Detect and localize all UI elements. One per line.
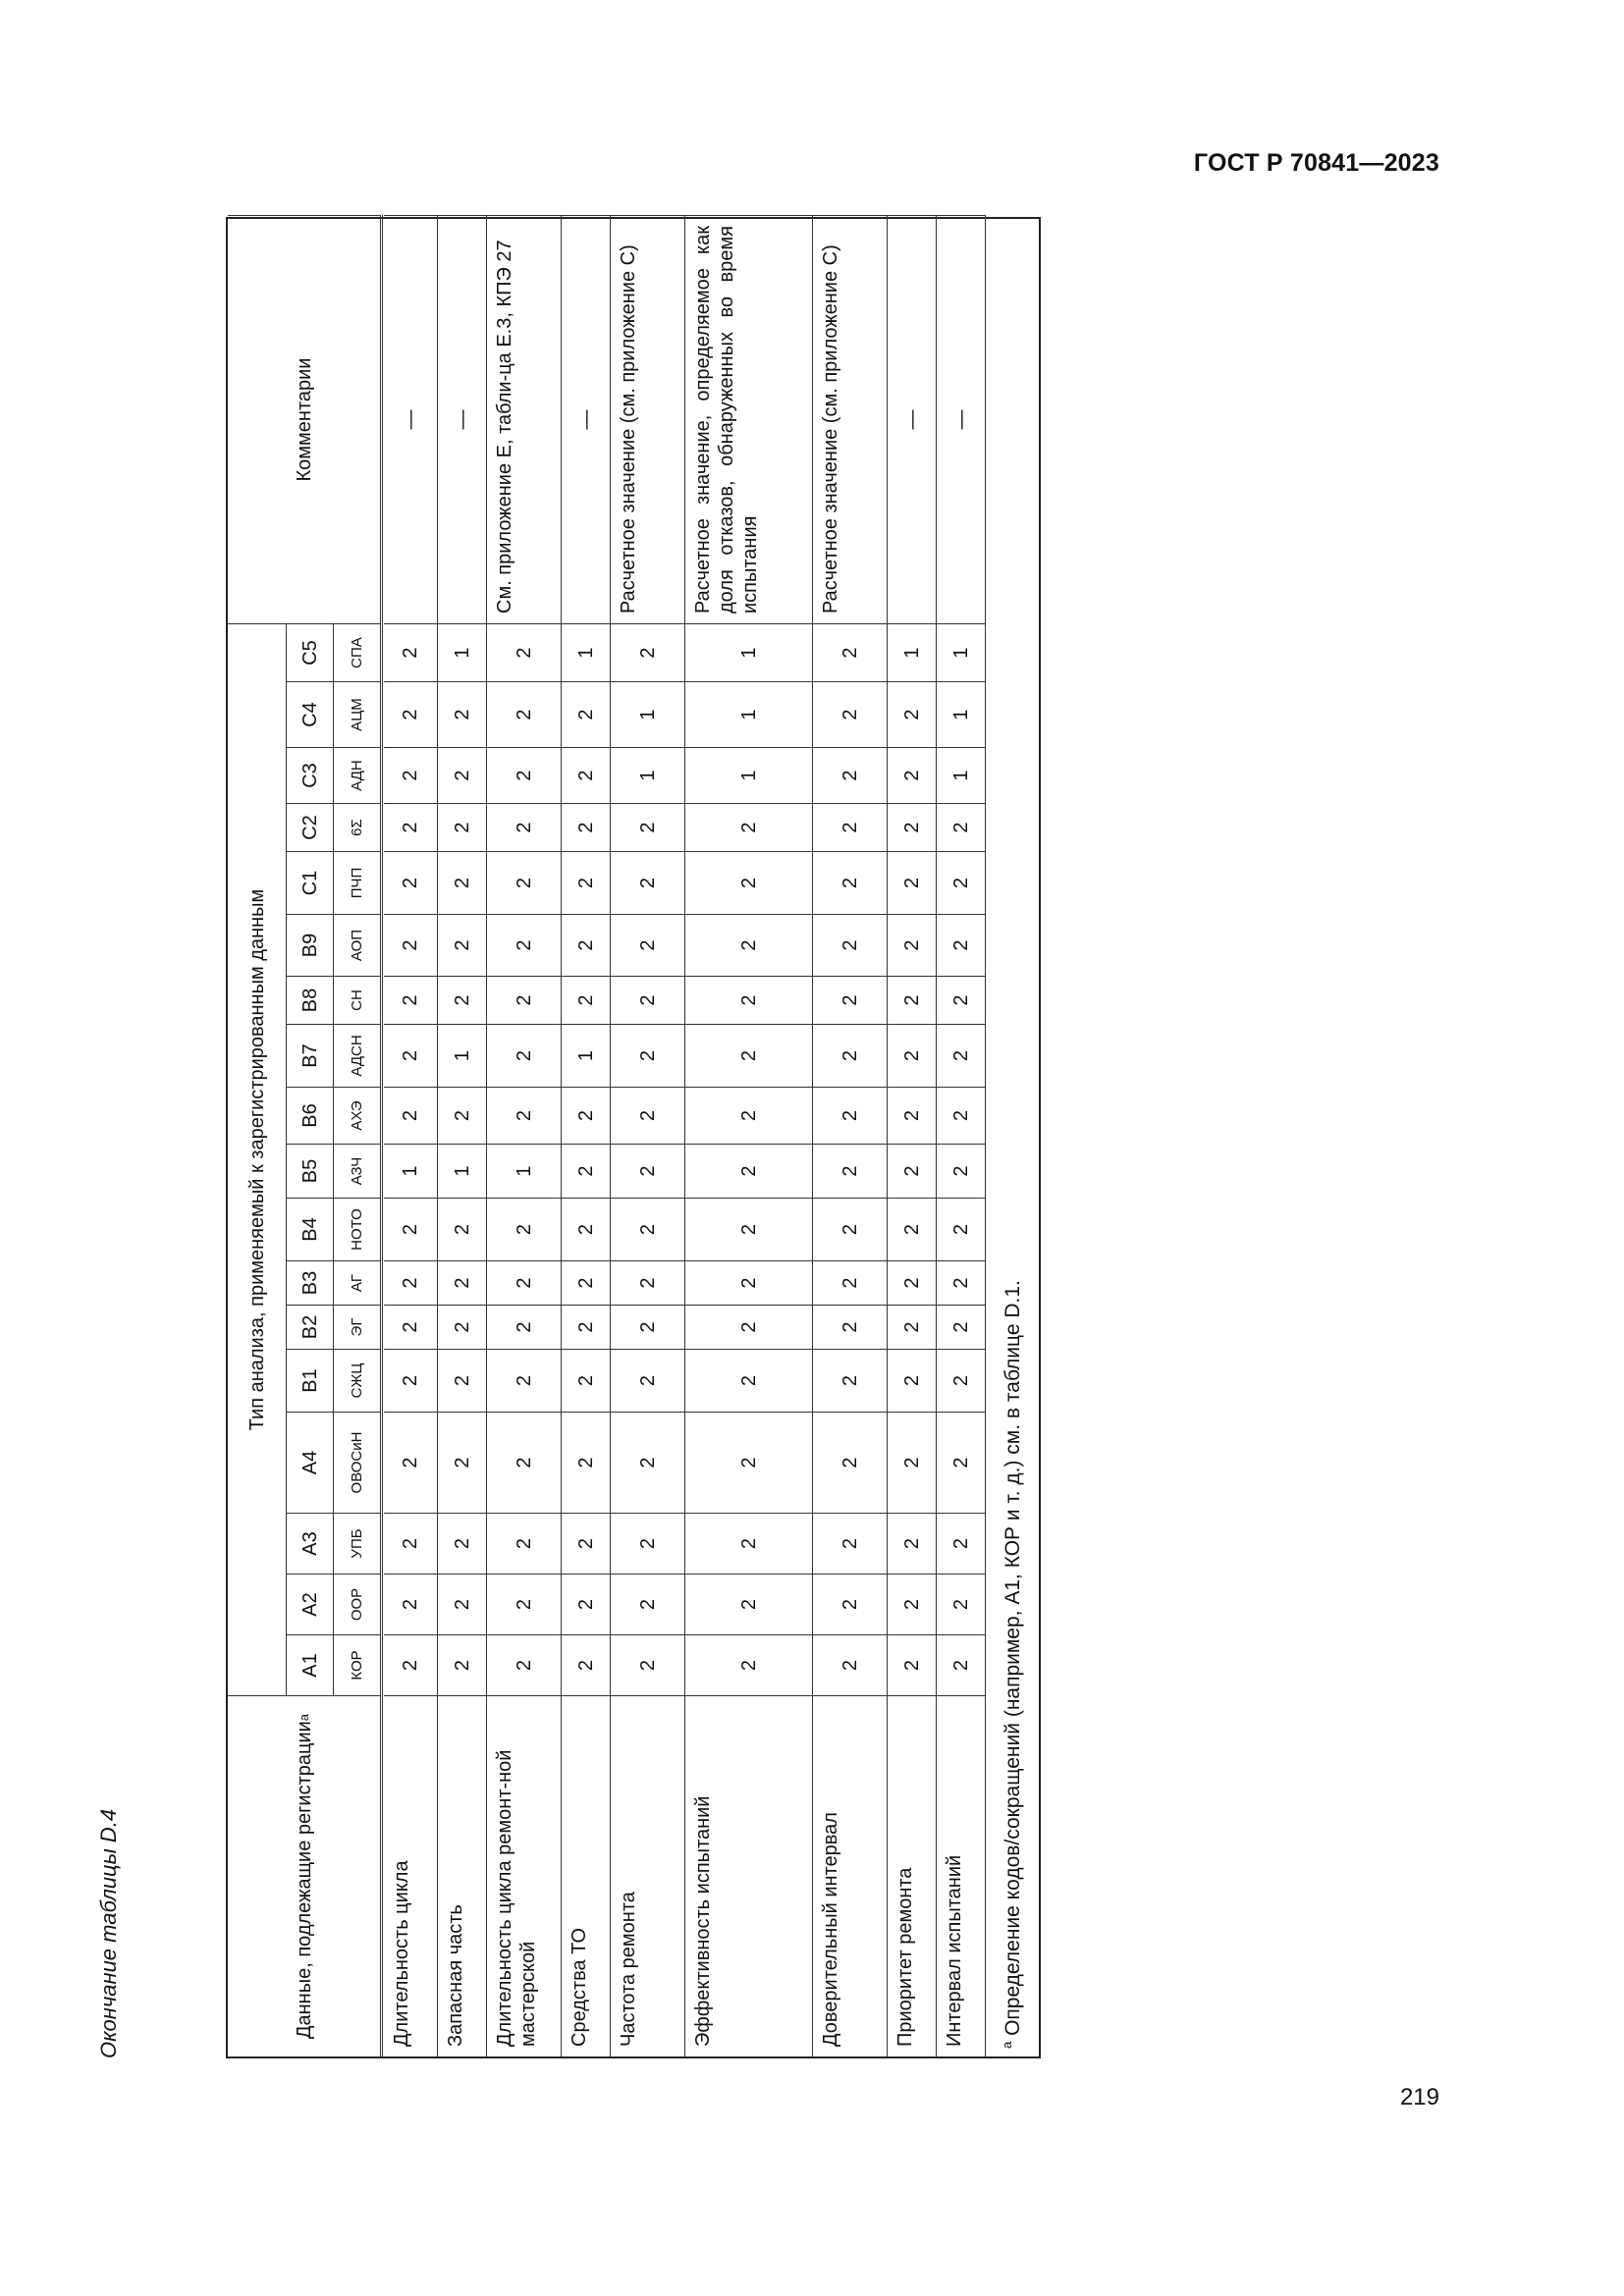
col-code-b7: B7 [287,1024,334,1087]
row-value: 2 [487,747,562,803]
row-value: 2 [611,623,685,681]
row-value: 2 [487,1574,562,1634]
row-value: 2 [384,851,438,914]
row-value: 2 [937,976,986,1024]
col-abbrev: ПЧП [334,851,381,914]
col-code-a4: A4 [287,1412,334,1513]
row-value: 2 [562,851,611,914]
col-abbrev: КОР [334,1634,381,1695]
row-value: 2 [562,803,611,851]
row-value: 1 [937,623,986,681]
row-value: 2 [384,1412,438,1513]
row-label: Длительность цикла ремонт-ной мастерской [487,1695,562,2056]
row-value: 1 [685,747,813,803]
row-value: 2 [888,1024,937,1087]
row-value: 2 [888,1144,937,1198]
row-value: 2 [487,851,562,914]
row-value: 2 [813,1144,888,1198]
row-value: 2 [685,1305,813,1349]
row-value: 2 [611,851,685,914]
row-value: 2 [888,803,937,851]
row-value: 2 [685,914,813,976]
row-value: 2 [384,803,438,851]
row-value: 2 [685,1412,813,1513]
col-abbrev: НОТО [334,1198,381,1260]
row-value: 2 [611,1087,685,1144]
row-value: 2 [813,1574,888,1634]
row-value: 1 [685,623,813,681]
row-comment: — [562,215,611,623]
row-comment: — [384,215,438,623]
row-label: Эффективность испытаний [685,1695,813,2056]
row-value: 1 [562,1024,611,1087]
row-value: 2 [562,1305,611,1349]
row-value: 2 [685,1144,813,1198]
row-value: 2 [562,1087,611,1144]
col-code-c4: C4 [287,681,334,747]
row-value: 2 [438,681,487,747]
row-value: 2 [487,1634,562,1695]
col-code-c1: C1 [287,851,334,914]
col-header-data-label: Данные, подлежащие регистрации [293,1721,315,2040]
row-value: 2 [611,1349,685,1412]
row-value: 2 [384,1087,438,1144]
row-value: 1 [438,1144,487,1198]
rotated-table-page [88,217,1024,2058]
row-value: 2 [438,747,487,803]
row-value: 2 [888,1634,937,1695]
footnote-marker: а [296,1713,311,1722]
row-value: 2 [384,1198,438,1260]
row-value: 2 [611,976,685,1024]
row-value: 2 [813,1024,888,1087]
data-table [226,217,1041,2058]
col-abbrev: 6Σ [334,803,381,851]
row-value: 2 [562,1349,611,1412]
row-value: 2 [813,976,888,1024]
row-value: 2 [384,1574,438,1634]
row-value: 2 [685,1024,813,1087]
col-abbrev: АЗЧ [334,1144,381,1198]
row-value: 2 [611,1144,685,1198]
col-code-b5: B5 [287,1144,334,1198]
row-value: 2 [487,623,562,681]
col-abbrev: АДН [334,747,381,803]
col-code-b1: B1 [287,1349,334,1412]
col-code-a2: A2 [287,1574,334,1634]
row-label: Запасная часть [438,1695,487,2056]
row-value: 2 [685,976,813,1024]
row-value: 2 [487,914,562,976]
row-value: 1 [438,1024,487,1087]
row-label: Доверительный интервал [813,1695,888,2056]
row-value: 2 [487,1349,562,1412]
row-value: 1 [888,623,937,681]
row-value: 2 [384,976,438,1024]
row-value: 2 [937,1198,986,1260]
row-value: 2 [888,914,937,976]
row-comment: — [937,215,986,623]
row-value: 2 [813,1412,888,1513]
row-value: 2 [438,1412,487,1513]
row-value: 2 [487,803,562,851]
row-value: 2 [813,1087,888,1144]
row-value: 2 [438,1634,487,1695]
row-value: 2 [562,1198,611,1260]
row-value: 2 [685,1513,813,1574]
row-value: 2 [937,803,986,851]
row-value: 2 [487,1087,562,1144]
row-value: 2 [438,1513,487,1574]
col-header-analysis-group: Тип анализа, применяемый к зарегистрированным данным [228,623,287,1695]
row-value: 2 [384,747,438,803]
col-code-b4: B4 [287,1198,334,1260]
row-value: 2 [888,747,937,803]
row-value: 2 [813,623,888,681]
row-value: 2 [487,1513,562,1574]
row-value: 2 [888,976,937,1024]
row-value: 2 [611,1634,685,1695]
row-label: Интервал испытаний [937,1695,986,2056]
col-abbrev: АДСН [334,1024,381,1087]
row-value: 2 [888,851,937,914]
row-value: 2 [813,851,888,914]
col-abbrev: ОВОСиН [334,1412,381,1513]
row-value: 2 [438,1349,487,1412]
row-value: 2 [438,1260,487,1305]
document-standard-header: ГОСТ Р 70841—2023 [1193,149,1439,177]
row-comment: Расчетное значение, определяемое как доля отказов, обнаруженных во время испытания [685,215,813,623]
row-value: 2 [562,1260,611,1305]
row-value: 2 [384,623,438,681]
row-value: 2 [384,1634,438,1695]
row-value: 2 [813,1513,888,1574]
row-value: 2 [813,1198,888,1260]
footnote-text: Определение кодов/сокращений (например, A1, КОР и т. д.) см. в таблице D.1. [1001,1280,1024,2042]
row-value: 2 [685,1574,813,1634]
col-abbrev: АОП [334,914,381,976]
row-value: 1 [937,747,986,803]
row-value: 2 [813,803,888,851]
col-code-a3: A3 [287,1513,334,1574]
col-code-c5: C5 [287,623,334,681]
row-value: 2 [562,976,611,1024]
row-value: 2 [611,1305,685,1349]
row-value: 2 [937,1349,986,1412]
row-value: 2 [487,1024,562,1087]
row-value: 2 [487,1198,562,1260]
row-label: Средства ТО [562,1695,611,2056]
col-code-c2: C2 [287,803,334,851]
row-value: 2 [487,1412,562,1513]
row-comment: Расчетное значение (см. приложение С) [813,215,888,623]
row-value: 1 [611,681,685,747]
row-value: 2 [937,1260,986,1305]
col-abbrev: СН [334,976,381,1024]
row-value: 2 [813,1305,888,1349]
row-value: 2 [384,1260,438,1305]
row-value: 2 [813,1634,888,1695]
row-label: Длительность цикла [384,1695,438,2056]
row-value: 2 [888,1574,937,1634]
col-code-b8: B8 [287,976,334,1024]
row-value: 2 [685,803,813,851]
row-value: 2 [611,1024,685,1087]
row-value: 2 [937,1634,986,1695]
row-value: 2 [685,1198,813,1260]
col-code-c3: C3 [287,747,334,803]
col-abbrev: АГ [334,1260,381,1305]
col-abbrev: ЭГ [334,1305,381,1349]
row-value: 1 [384,1144,438,1198]
row-value: 2 [685,851,813,914]
row-value: 2 [813,747,888,803]
row-value: 2 [438,1087,487,1144]
col-header-comments: Комментарии [228,215,381,623]
table-caption: Окончание таблицы D.4 [96,1808,121,2058]
row-value: 2 [562,681,611,747]
col-code-b9: B9 [287,914,334,976]
row-value: 2 [487,681,562,747]
row-value: 2 [937,1305,986,1349]
row-value: 2 [611,1260,685,1305]
row-value: 2 [384,1024,438,1087]
row-value: 2 [562,747,611,803]
row-value: 2 [937,914,986,976]
row-value: 2 [813,914,888,976]
row-label: Приоритет ремонта [888,1695,937,2056]
row-value: 2 [384,1349,438,1412]
row-value: 2 [685,1087,813,1144]
col-abbrev: АЦМ [334,681,381,747]
row-value: 2 [384,681,438,747]
row-value: 2 [937,1024,986,1087]
page-number: 219 [1399,2084,1439,2110]
row-value: 2 [888,1513,937,1574]
row-value: 2 [611,914,685,976]
row-value: 2 [685,1349,813,1412]
row-value: 2 [438,803,487,851]
row-value: 2 [685,1634,813,1695]
row-value: 2 [813,1260,888,1305]
row-value: 2 [562,1574,611,1634]
row-value: 2 [888,1349,937,1412]
row-value: 2 [813,1349,888,1412]
row-comment: См. приложение Е, табли-ца Е.3, КПЭ 27 [487,215,562,623]
col-header-data [228,1695,381,2056]
row-value: 2 [384,1305,438,1349]
row-value: 1 [562,623,611,681]
footnote-mark: а [1000,2041,1014,2049]
row-comment: — [888,215,937,623]
header-divider [380,215,383,2056]
row-value: 2 [562,1634,611,1695]
row-comment: Расчетное значение (см. приложение С) [611,215,685,623]
row-value: 2 [611,1412,685,1513]
row-comment: — [438,215,487,623]
row-value: 2 [562,914,611,976]
row-value: 2 [611,1574,685,1634]
row-value: 1 [937,681,986,747]
row-value: 2 [611,803,685,851]
col-code-b3: B3 [287,1260,334,1305]
row-label: Частота ремонта [611,1695,685,2056]
row-value: 2 [438,1574,487,1634]
col-abbrev: ООР [334,1574,381,1634]
row-value: 2 [888,1260,937,1305]
row-value: 2 [937,851,986,914]
row-value: 2 [888,1305,937,1349]
row-value: 2 [562,1513,611,1574]
row-value: 2 [562,1412,611,1513]
col-abbrev: СПА [334,623,381,681]
col-code-b6: B6 [287,1087,334,1144]
row-value: 2 [438,1198,487,1260]
row-value: 2 [487,1305,562,1349]
row-value: 2 [685,1260,813,1305]
row-value: 2 [888,1412,937,1513]
row-value: 1 [438,623,487,681]
row-value: 2 [937,1513,986,1574]
row-value: 1 [611,747,685,803]
table-footnote [1000,1280,1025,2049]
col-abbrev: СЖЦ [334,1349,381,1412]
col-abbrev: АХЭ [334,1087,381,1144]
row-value: 2 [937,1144,986,1198]
row-value: 2 [487,976,562,1024]
row-value: 2 [384,914,438,976]
row-value: 2 [611,1198,685,1260]
col-code-b2: B2 [287,1305,334,1349]
row-value: 2 [562,1144,611,1198]
row-value: 2 [813,681,888,747]
row-value: 2 [438,1305,487,1349]
row-value: 2 [487,1260,562,1305]
row-value: 2 [888,1198,937,1260]
col-abbrev: УПБ [334,1513,381,1574]
row-value: 2 [937,1574,986,1634]
row-value: 1 [487,1144,562,1198]
row-value: 2 [937,1087,986,1144]
row-value: 2 [438,851,487,914]
row-value: 2 [384,1513,438,1574]
row-value: 2 [888,1087,937,1144]
row-value: 2 [438,914,487,976]
row-value: 2 [611,1513,685,1574]
row-value: 2 [937,1412,986,1513]
col-code-a1: A1 [287,1634,334,1695]
row-value: 2 [438,976,487,1024]
row-value: 2 [888,681,937,747]
row-value: 1 [685,681,813,747]
